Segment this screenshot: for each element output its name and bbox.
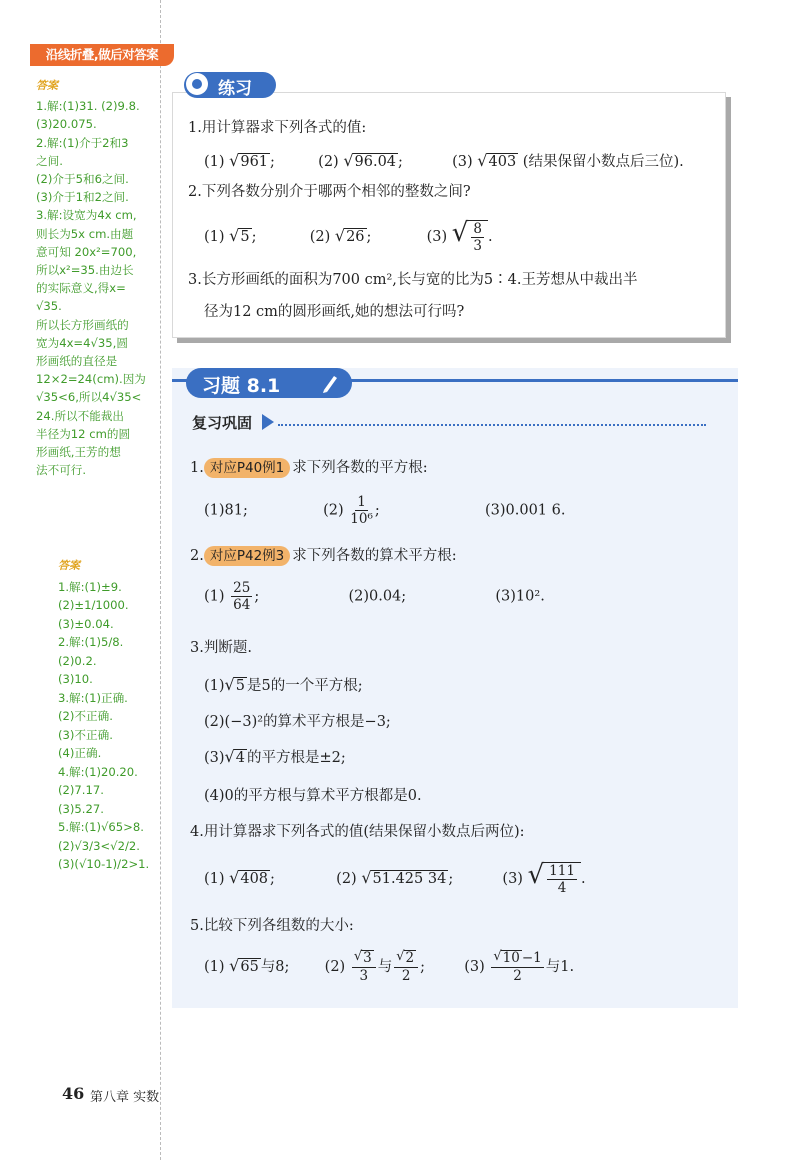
- chapter-title: 第八章 实数: [90, 1090, 160, 1105]
- answer-line: (3)5.27.: [58, 801, 104, 816]
- answer-line: 形画纸,王芳的想: [36, 445, 121, 460]
- arrow-right-icon: [262, 414, 274, 430]
- exercise-q2-items: (1) $\frac{25}{64}$ ; (2)0.04; (3)10².: [204, 580, 545, 614]
- answers-heading: 答案: [58, 559, 80, 572]
- exercise-q3-c: [204, 746, 346, 767]
- answer-line: √35.: [36, 299, 62, 314]
- sqrt-frac-expr: √ $\frac{111}{4}$: [528, 862, 581, 896]
- answer-line: 意可知 20x²=700,: [36, 244, 137, 259]
- answer-line: 3.解:(1)正确.: [58, 690, 128, 705]
- answer-line: (3)不正确.: [58, 727, 113, 742]
- item-label: (3): [502, 871, 523, 888]
- item-label: (1): [204, 871, 225, 888]
- note: (结果保留小数点后三位).: [522, 154, 684, 170]
- exercise-q3-b: (2)(−3)²的算术平方根是−3;: [204, 714, 391, 730]
- fraction: √ 2 2: [394, 950, 418, 984]
- answer-line: 2.解:(1)5/8.: [58, 635, 124, 649]
- exercise-q2: [190, 544, 457, 566]
- answer-line: 则长为5x cm.由题: [36, 226, 134, 241]
- practice-q3-line1: 3.长方形画纸的面积为700 cm²,长与宽的比为5∶4.王芳想从中裁出半: [188, 272, 638, 288]
- practice-q1: 1.用计算器求下列各式的值:: [188, 120, 367, 136]
- item-label: (1): [204, 229, 225, 246]
- item-label: (1): [204, 588, 225, 605]
- exercise-q1-items: (1)81; (2) $\frac{1}{\text{10⁶}}$ ; (3)0.001 6.: [204, 494, 566, 528]
- answer-line: (2)±1/1000.: [58, 598, 129, 612]
- item-label: (1): [204, 958, 225, 975]
- item: (1)81;: [204, 502, 248, 519]
- answer-line: 形画纸的直径是: [36, 354, 118, 369]
- q-number: 2.: [190, 548, 204, 564]
- answer-line: 的实际意义,得x=: [36, 281, 126, 296]
- exercise-q3-a: [204, 674, 363, 695]
- answer-line: 1.解:(1)±9.: [58, 579, 122, 594]
- item-label: (3): [452, 154, 473, 170]
- sqrt-expr: √ 26: [334, 226, 365, 246]
- q-text: 求下列各数的算术平方根:: [292, 548, 457, 564]
- sqrt-expr: √ 5: [229, 226, 250, 246]
- sqrt-expr: √ 4: [224, 747, 245, 767]
- exercise-q4: 4.用计算器求下列各式的值(结果保留小数点后两位):: [190, 824, 525, 840]
- answer-line: 12×2=24(cm).因为: [36, 372, 146, 387]
- answer-line: 宽为4x=4√35,圆: [36, 335, 128, 350]
- item-text: 与1.: [545, 958, 575, 975]
- answer-line: 半径为12 cm的圆: [36, 426, 131, 441]
- item-label: (2): [336, 871, 357, 888]
- answer-line: 5.解:(1)√65>8.: [58, 820, 144, 834]
- item-label: (1): [204, 154, 225, 170]
- reference-tag: 对应P42例3: [204, 546, 290, 566]
- sqrt-expr: √ 408: [229, 868, 269, 888]
- answer-line: 之间.: [36, 153, 63, 168]
- fold-tab: 沿线折叠,做后对答案: [30, 44, 174, 66]
- section-heading-review: 复习巩固: [192, 414, 253, 432]
- item-label: (2): [309, 229, 331, 246]
- fraction: √ 3 3: [352, 950, 376, 984]
- answer-line: 法不可行.: [36, 463, 87, 478]
- sqrt-expr: √ 403: [477, 151, 517, 171]
- dotted-divider: [278, 424, 706, 426]
- item-label: (1): [204, 678, 225, 694]
- exercise-q5: 5.比较下列各组数的大小:: [190, 918, 354, 934]
- sqrt-frac-expr: √ $\frac{8}{3}$: [452, 220, 488, 254]
- sqrt-expr: √ 65: [229, 956, 259, 976]
- answer-line: √35<6,所以4√35<: [36, 390, 142, 405]
- practice-header: [184, 72, 276, 98]
- exercise-q4-items: (1) √ 408 ; (2) √ 51.425 34 ; (3) √ $\frac{111}{4}$ .: [204, 860, 586, 897]
- answer-line: 所以长方形画纸的: [36, 317, 129, 332]
- page-number: 46: [62, 1084, 85, 1103]
- item-label: (2): [318, 154, 339, 170]
- item: (2)0.04;: [348, 588, 407, 605]
- fraction: √ 10 −1 2: [493, 949, 542, 984]
- sqrt-expr: √ 5: [224, 675, 245, 695]
- practice-title: 练习: [218, 79, 252, 99]
- answer-line: (3)(√10-1)/2>1.: [58, 857, 150, 871]
- item-label: (3): [464, 958, 485, 975]
- exercise-q3: 3.判断题.: [190, 640, 252, 656]
- answers-heading: 答案: [36, 79, 58, 92]
- item-text: 的平方根是±2;: [246, 750, 346, 766]
- answer-line: (2)介于5和6之间.: [36, 172, 129, 187]
- exercise-header: [186, 368, 352, 398]
- practice-icon: [186, 73, 208, 95]
- item-text: 与8;: [260, 958, 290, 975]
- exercise-title: 习题 8.1: [202, 375, 281, 397]
- exercise-q5-items: (1) √ 65 与8; (2) √ 3 3 与 √ 2 2 ; (3) √ 10 −1 2 与1.: [204, 949, 575, 984]
- pencil-icon: [320, 372, 340, 394]
- item-label: (2): [323, 502, 344, 519]
- answer-line: (3)10.: [58, 672, 93, 686]
- practice-q1-items: (1) √ 961 ; (2) √ 96.04 ; (3) √ 403 (结果保留小数点后三位).: [204, 151, 684, 171]
- practice-q2-items: (1) √ 5 ; (2) √ 26 ; (3) √ $\frac{8}{3}$ .: [204, 218, 493, 255]
- item-label: (3): [426, 229, 448, 246]
- item-label: (3): [204, 750, 225, 766]
- answer-line: (2)√3/3<√2/2.: [58, 838, 140, 853]
- answer-line: (3)±0.04.: [58, 616, 114, 631]
- item: (3)10².: [495, 588, 545, 605]
- practice-q3-line2: 径为12 cm的圆形画纸,她的想法可行吗?: [204, 304, 465, 320]
- fraction: $\frac{1}{\text{10⁶}}$: [350, 494, 373, 528]
- exercise-q3-d: (4)0的平方根与算术平方根都是0.: [204, 788, 422, 804]
- q-text: 求下列各数的平方根:: [292, 460, 428, 476]
- item-label: (2): [324, 958, 346, 975]
- answers-panel-2: [58, 556, 168, 874]
- answer-line: 24.所以不能裁出: [36, 408, 125, 423]
- exercise-q1: [190, 456, 428, 478]
- answer-line: (3)20.075.: [36, 117, 97, 132]
- q-number: 1.: [190, 460, 204, 476]
- answer-line: 所以x²=35.由边长: [36, 263, 134, 278]
- reference-tag: 对应P40例1: [204, 458, 290, 478]
- practice-q2: 2.下列各数分别介于哪两个相邻的整数之间?: [188, 184, 471, 200]
- answer-line: 2.解:(1)介于2和3: [36, 135, 129, 150]
- answer-line: 1.解:(1)31. (2)9.8.: [36, 99, 140, 114]
- sqrt-expr: √ 51.425 34: [361, 868, 447, 888]
- item: (3)0.001 6.: [484, 502, 566, 519]
- answer-line: 4.解:(1)20.20.: [58, 764, 138, 779]
- item-text: 与: [377, 958, 393, 975]
- answer-line: 3.解:设宽为4x cm,: [36, 208, 137, 223]
- answers-panel-1: [36, 76, 162, 479]
- answer-line: (2)7.17.: [58, 783, 104, 797]
- fraction: $\frac{25}{64}$: [233, 580, 251, 614]
- answer-line: (2)不正确.: [58, 709, 113, 723]
- item-text: 是5的一个平方根;: [246, 678, 363, 694]
- sqrt-expr: √ 961: [229, 151, 269, 171]
- sqrt-expr: √ 96.04: [343, 151, 397, 171]
- answer-line: (2)0.2.: [58, 653, 97, 668]
- answer-line: (4)正确.: [58, 746, 102, 760]
- answer-line: (3)介于1和2之间.: [36, 190, 129, 205]
